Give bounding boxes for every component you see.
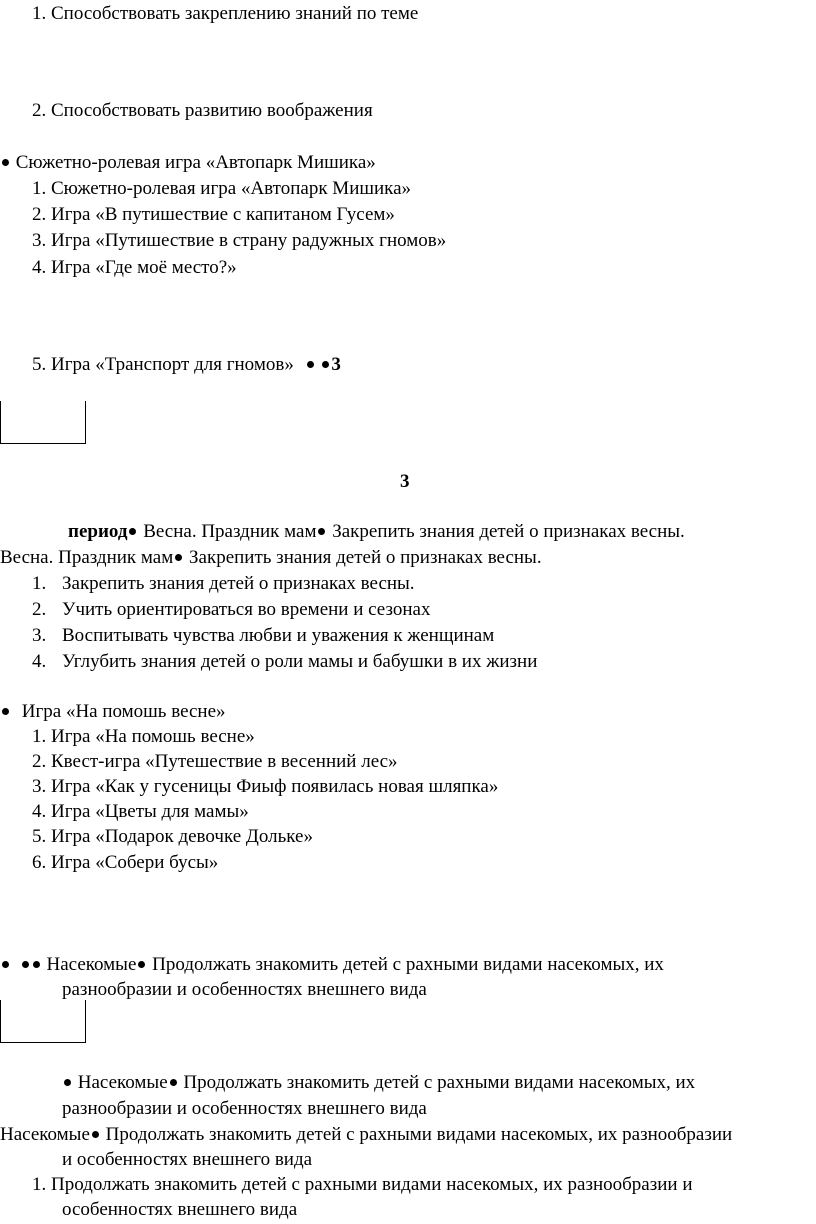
list-item: 1. Игра «На помошь весне» bbox=[32, 726, 255, 747]
bullet-icon bbox=[175, 554, 182, 561]
bullet-heading-1 bbox=[0, 151, 376, 175]
insects-line-c-cont: и особенностях внешнего вида bbox=[62, 1149, 313, 1170]
list-item: 4. Игра «Цветы для мамы» bbox=[32, 801, 249, 822]
goal-list-item: 4. Углубить знания детей о роли мамы и бабушки в их жизни bbox=[32, 651, 538, 672]
bullet-heading-text: Сюжетно-ролевая игра «Автопарк Мишика» bbox=[15, 152, 376, 173]
bullet-heading-2 bbox=[0, 700, 226, 724]
list-item: 3. Игра «Путишествие в страну радужных гномов» bbox=[32, 230, 447, 251]
bullet-icon bbox=[2, 159, 9, 166]
bullet-icon bbox=[322, 361, 329, 368]
bullet-icon bbox=[318, 528, 325, 535]
goal-list-item: 2. Учить ориентироваться во времени и сезонах bbox=[32, 599, 431, 620]
insects-line-d-cont: особенностях внешнего вида bbox=[62, 1199, 298, 1220]
list-item: 4. Игра «Где моё место?» bbox=[32, 257, 237, 278]
list-item: 1. Сюжетно-ролевая игра «Автопарк Мишика» bbox=[32, 178, 412, 199]
period-topic: Весна. Праздник мам bbox=[0, 547, 174, 568]
list-item: 6. Игра «Собери бусы» bbox=[32, 852, 219, 873]
period-heading bbox=[68, 520, 685, 544]
bullet-icon bbox=[33, 961, 40, 968]
insects-word: Насекомые bbox=[0, 1124, 90, 1145]
period-word: период bbox=[68, 521, 128, 542]
goal-list-item: 3. Воспитывать чувства любви и уважения к женщинам bbox=[32, 625, 495, 646]
bullet-icon bbox=[307, 361, 314, 368]
bullet-icon bbox=[170, 1079, 177, 1086]
period-goal: Закрепить знания детей о признаках весны. bbox=[189, 547, 542, 568]
bullet-icon bbox=[138, 961, 145, 968]
bullet-icon bbox=[2, 961, 9, 968]
goal-item-2: 2. Способствовать развитию воображения bbox=[32, 100, 373, 121]
bullet-icon bbox=[22, 961, 29, 968]
trailing-number: 3 bbox=[331, 354, 341, 375]
bullet-icon bbox=[129, 528, 136, 535]
insects-text: Продолжать знакомить детей с рахными видами насекомых, их bbox=[152, 954, 664, 975]
empty-table-cell bbox=[0, 401, 86, 444]
goal-list-item: 1. Закрепить знания детей о признаках весны. bbox=[32, 573, 415, 594]
goal-item-1: 1. Способствовать закреплению знаний по теме bbox=[32, 3, 419, 24]
insects-line-b bbox=[62, 1071, 695, 1095]
list-item-last bbox=[32, 353, 341, 377]
bullet-icon bbox=[64, 1079, 71, 1086]
insects-line-d: 1. Продолжать знакомить детей с рахными видами насекомых, их разнообразии и bbox=[32, 1174, 693, 1195]
list-item: 3. Игра «Как у гусеницы Фиыф появилась новая шляпка» bbox=[32, 776, 499, 797]
bullet-icon bbox=[92, 1131, 99, 1138]
list-item: 2. Игра «В путишествие с капитаном Гусем» bbox=[32, 204, 395, 225]
insects-text: Продолжать знакомить детей с рахными видами насекомых, их bbox=[183, 1072, 696, 1093]
period-line-2 bbox=[0, 546, 542, 570]
period-number: 3 bbox=[400, 471, 410, 492]
bullet-icon bbox=[2, 708, 9, 715]
period-topic: Весна. Праздник мам bbox=[143, 521, 317, 542]
insects-word: Насекомые bbox=[46, 954, 137, 975]
insects-line-a bbox=[0, 953, 664, 977]
insects-line-a-cont: разнообразии и особенностях внешнего вида bbox=[62, 979, 427, 1000]
insects-text: Продолжать знакомить детей с рахными видами насекомых, их разнообразии bbox=[105, 1124, 733, 1145]
insects-line-c bbox=[0, 1123, 732, 1147]
list-item: 2. Квест-игра «Путешествие в весенний лес» bbox=[32, 751, 398, 772]
list-item: 5. Игра «Подарок девочке Дольке» bbox=[32, 826, 313, 847]
insects-word: Насекомые bbox=[77, 1072, 168, 1093]
list-item-text: 5. Игра «Транспорт для гномов» bbox=[32, 354, 294, 375]
insects-line-b-cont: разнообразии и особенностях внешнего вида bbox=[62, 1098, 427, 1119]
bullet-heading-text: Игра «На помошь весне» bbox=[21, 701, 226, 722]
empty-table-cell bbox=[0, 1000, 86, 1043]
period-goal: Закрепить знания детей о признаках весны. bbox=[332, 521, 685, 542]
